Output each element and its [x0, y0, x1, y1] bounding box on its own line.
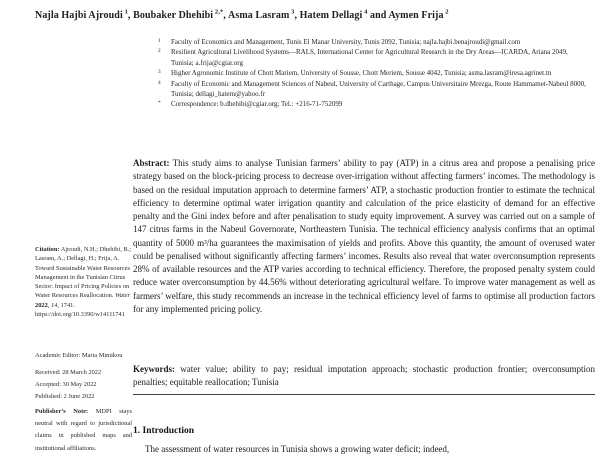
comma: , — [47, 301, 51, 309]
abstract-label: Abstract: — [133, 158, 170, 168]
affiliation-text: Correspondence: b.dhehibi@cgiar.org; Tel.: +216-71-752099 — [171, 100, 343, 109]
author-name: Boubaker Dhehibi — [133, 10, 214, 22]
citation-doi-link[interactable]: https://doi.org/10.3390/w14111741 — [35, 311, 125, 319]
section-divider — [133, 394, 595, 395]
accepted-date: Accepted: 30 May 2022 — [35, 381, 97, 388]
article-dates-block — [35, 367, 132, 403]
citation-volume: 14 — [50, 301, 58, 309]
keywords-paragraph — [133, 363, 595, 390]
affiliation-item — [158, 68, 586, 78]
keywords-label: Keywords: — [133, 364, 175, 374]
affiliations-list — [158, 37, 586, 110]
author-affil-superscript: 4 — [362, 9, 368, 16]
affiliation-item — [158, 99, 586, 109]
publishers-note-label: Publisher’s Note: — [35, 408, 89, 415]
author-name: Asma Lasram — [228, 10, 290, 22]
citation-page: , 1741. — [57, 301, 75, 309]
citation-block — [35, 245, 132, 319]
affiliation-text: Resilient Agricultural Livelihood Systems—RALS, International Center for Agricultural Research in the Dry Areas—ICARDA, Ariana 2049, Tunisia; a.frija@cgiar.org — [171, 48, 568, 67]
author-affil-superscript: 2 — [443, 9, 449, 16]
intro-heading: 1. Introduction — [133, 425, 195, 436]
affiliation-marker: 1 — [158, 38, 161, 44]
received-date: Received: 28 March 2022 — [35, 369, 102, 376]
keywords-text: water value; ability to pay; residual imputation approach; stochastic production frontier; overconsumption penalties; equitable reallocation; Tunisia — [133, 364, 595, 388]
intro-first-line: The assessment of water resources in Tunisia shows a growing water deficit; indeed, — [145, 444, 450, 454]
affiliation-marker: * — [158, 100, 161, 107]
author-affil-superscript: 3 — [289, 9, 295, 16]
author-line — [35, 6, 585, 22]
citation-year: 2022 — [35, 301, 48, 309]
citation-journal: Water — [115, 292, 131, 300]
author-affil-superscript: 1 — [122, 9, 128, 16]
abstract-text: This study aims to analyse Tunisian farmers’ ability to pay (ATP) in a citrus area and propose a penalising price strategy based on the block-pricing process to decrease over-irrigation without affecting farmers’ incomes. The methodology is based on the residual imputation approach to determine farmers’ ATP, a stochastic production frontier to estimate the technical efficiency to determine optimal water irrigation quantity and calculation of the price elasticity of demand for an effective penalty and the Gini index before and after penalisation to study equity improvement. A survey was carried out on a sample of 147 citrus farms in the Nabeul Governorate, Northeastern Tunisia. The technical efficiency analysis confirms that an optimal quantity of 5000 m³/ha guarantees the maximisation of yields and profits. Above this quantity, the amount of overused water could be penalised without significantly affecting farmers’ incomes. Results also reveal that water overconsumption represents 28% of available resources and the ATP varies according to technical efficiency. Therefore, the proposed penalty system could reduce water overconsumption by 44.56% without deteriorating agricultural welfare. To improve water management as well as farmers’ welfare, this study recommends an increase in the technical efficiency level of farms to optimise all production factors for any implemented pricing policy. — [133, 158, 595, 314]
affiliation-marker: 3 — [158, 69, 161, 76]
affiliation-marker: 4 — [158, 79, 161, 86]
academic-editor-name: Maria Mimikou — [80, 352, 123, 359]
author-names: Najla Hajbi Ajroudi $^1$, Boubaker Dhehibi $^{2,*}$, Asma Lasram $^3$, Hatem Dellagi $^4$ and Aymen Frija $^2$ — [35, 9, 449, 22]
academic-editor-block — [35, 351, 132, 360]
author-affil-superscript: 2,* — [213, 9, 224, 16]
affiliation-text: Higher Agronomic Institute of Chott Mariem, University of Sousse, Chott Meriem, Sousse 4042, Tunisia; asma.lasram@iresa.agrinet.tn — [171, 69, 552, 78]
published-date: Published: 2 June 2022 — [35, 393, 95, 400]
academic-editor-label: Academic Editor: — [35, 352, 81, 359]
author-name: Aymen Frija — [388, 10, 444, 22]
affiliation-item — [158, 47, 586, 68]
affiliation-item — [158, 37, 586, 47]
abstract-paragraph — [133, 157, 595, 316]
publishers-note-block — [35, 406, 132, 455]
publishers-note-text: MDPI stays neutral with regard to jurisdictional claims in published maps and institutional affiliations. — [35, 408, 132, 452]
affiliation-item — [158, 79, 586, 100]
affiliation-text: Faculty of Economic and Management Sciences of Nabeul, University of Carthage, Campus Universitaire Mrezga, Route Hammamet-Nabeul 8000, Tunisia; dellagi_hatem@yahoo.fr — [171, 79, 586, 99]
author-name: Hatem Dellagi — [299, 10, 363, 22]
citation-text: Ajroudi, N.H.; Dhehibi, B.; Lasram, A.; Dellagi, H.; Frija, A. Toward Sustainable Water Resources Management in the Tunisian Citrus Sector: Impact of Pricing Policies on Water Resources Reallocation. — [35, 246, 132, 300]
citation-label: Citation: — [35, 246, 60, 253]
affiliation-marker: 2 — [158, 48, 161, 55]
author-name: Najla Hajbi Ajroudi — [35, 10, 123, 22]
affiliation-text: Faculty of Economics and Management, Tunis El Manar University, Tunis 2092, Tunisia; najla.hajbi.benajroudi@gmail.com — [171, 38, 521, 46]
